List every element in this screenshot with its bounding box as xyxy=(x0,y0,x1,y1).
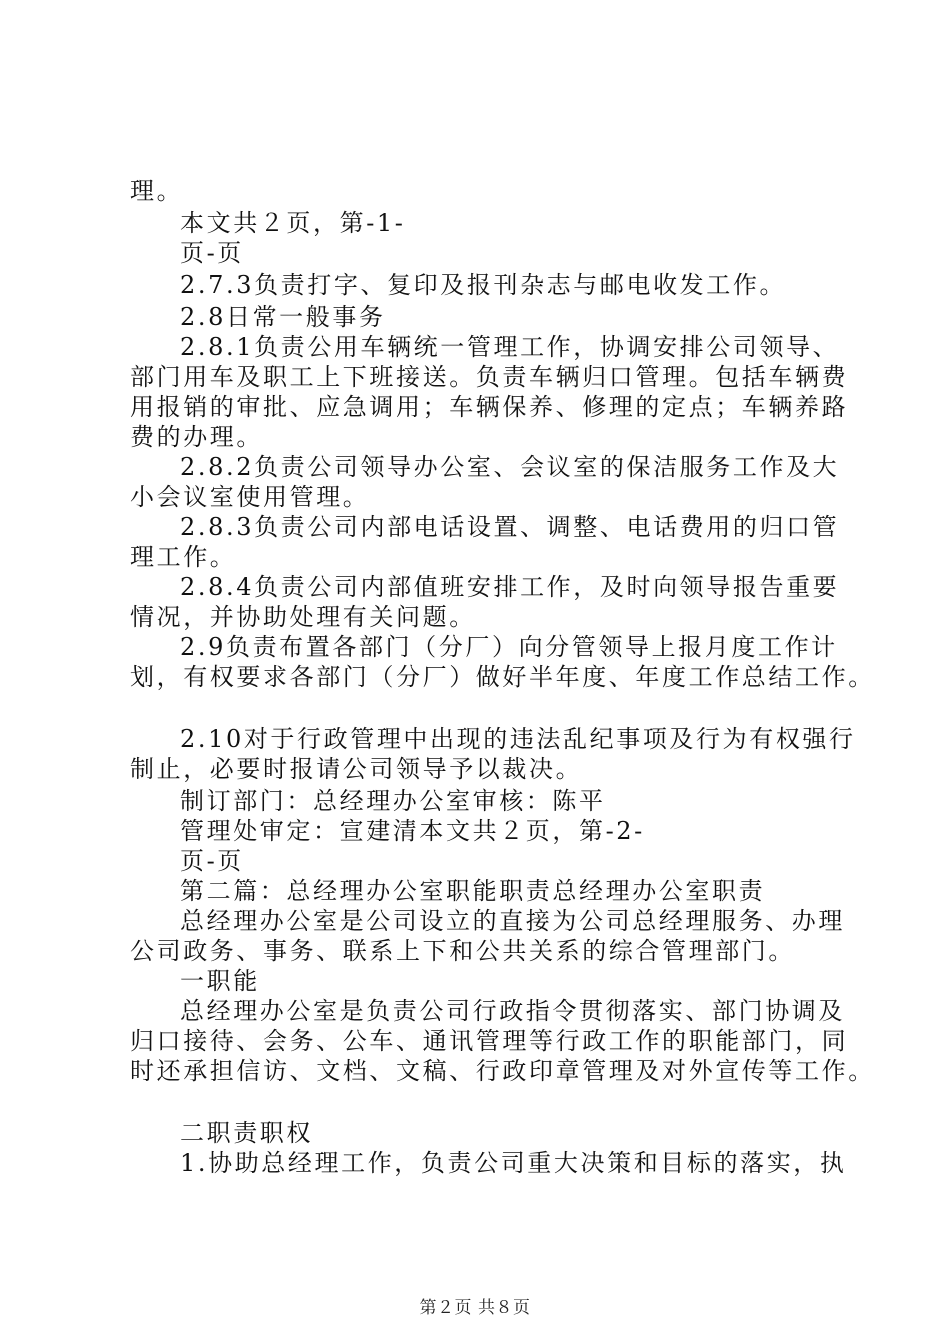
paragraph-line: 2.7.3负责打字、复印及报刊杂志与邮电收发工作。 xyxy=(180,271,787,299)
paragraph-line: 2.8.1负责公用车辆统一管理工作，协调安排公司领导、 xyxy=(180,333,840,361)
section-heading: 一职能 xyxy=(180,967,260,995)
paragraph-line: 制订部门：总经理办公室审核：陈平 xyxy=(180,787,606,815)
paragraph-line: 理。 xyxy=(130,177,184,205)
section-heading: 二职责职权 xyxy=(180,1119,313,1147)
page-footer: 第２页 共８页 xyxy=(419,1298,531,1318)
paragraph-line: 2.9负责布置各部门（分厂）向分管领导上报月度工作计 xyxy=(180,633,838,661)
paragraph-line: 1.协助总经理工作，负责公司重大决策和目标的落实，执 xyxy=(180,1149,847,1177)
paragraph-line: 部门用车及职工上下班接送。负责车辆归口管理。包括车辆费 xyxy=(130,363,849,391)
paragraph-line: 时还承担信访、文档、文稿、行政印章管理及对外宣传等工作。 xyxy=(130,1057,875,1085)
paragraph-line: 情况，并协助处理有关问题。 xyxy=(130,603,476,631)
paragraph-line: 总经理办公室是负责公司行政指令贯彻落实、部门协调及 xyxy=(180,997,845,1025)
paragraph-line: 用报销的审批、应急调用；车辆保养、修理的定点；车辆养路 xyxy=(130,393,849,421)
paragraph-line: 2.8.3负责公司内部电话设置、调整、电话费用的归口管 xyxy=(180,513,840,541)
paragraph-line: 本文共２页，第-1- xyxy=(180,209,406,237)
paragraph-line: 费的办理。 xyxy=(130,423,263,451)
paragraph-line: 划，有权要求各部门（分厂）做好半年度、年度工作总结工作。 xyxy=(130,663,875,691)
paragraph-line: 理工作。 xyxy=(130,543,237,571)
paragraph-line: 总经理办公室是公司设立的直接为公司总经理服务、办理 xyxy=(180,907,845,935)
paragraph-line: 2.10对于行政管理中出现的违法乱纪事项及行为有权强行 xyxy=(180,725,856,753)
paragraph-line: 归口接待、会务、公车、通讯管理等行政工作的职能部门，同 xyxy=(130,1027,849,1055)
paragraph-line: 2.8.2负责公司领导办公室、会议室的保洁服务工作及大 xyxy=(180,453,840,481)
paragraph-line: 公司政务、事务、联系上下和公共关系的综合管理部门。 xyxy=(130,937,795,965)
paragraph-line: 页-页 xyxy=(180,239,244,267)
paragraph-line: 制止，必要时报请公司领导予以裁决。 xyxy=(130,755,583,783)
paragraph-line: 页-页 xyxy=(180,847,244,875)
paragraph-line: 管理处审定：宣建清本文共２页，第-2- xyxy=(180,817,645,845)
paragraph-line: 2.8日常一般事务 xyxy=(180,303,386,331)
section-heading: 第二篇：总经理办公室职能职责总经理办公室职责 xyxy=(180,877,766,905)
paragraph-line: 小会议室使用管理。 xyxy=(130,483,370,511)
paragraph-line: 2.8.4负责公司内部值班安排工作，及时向领导报告重要 xyxy=(180,573,840,601)
